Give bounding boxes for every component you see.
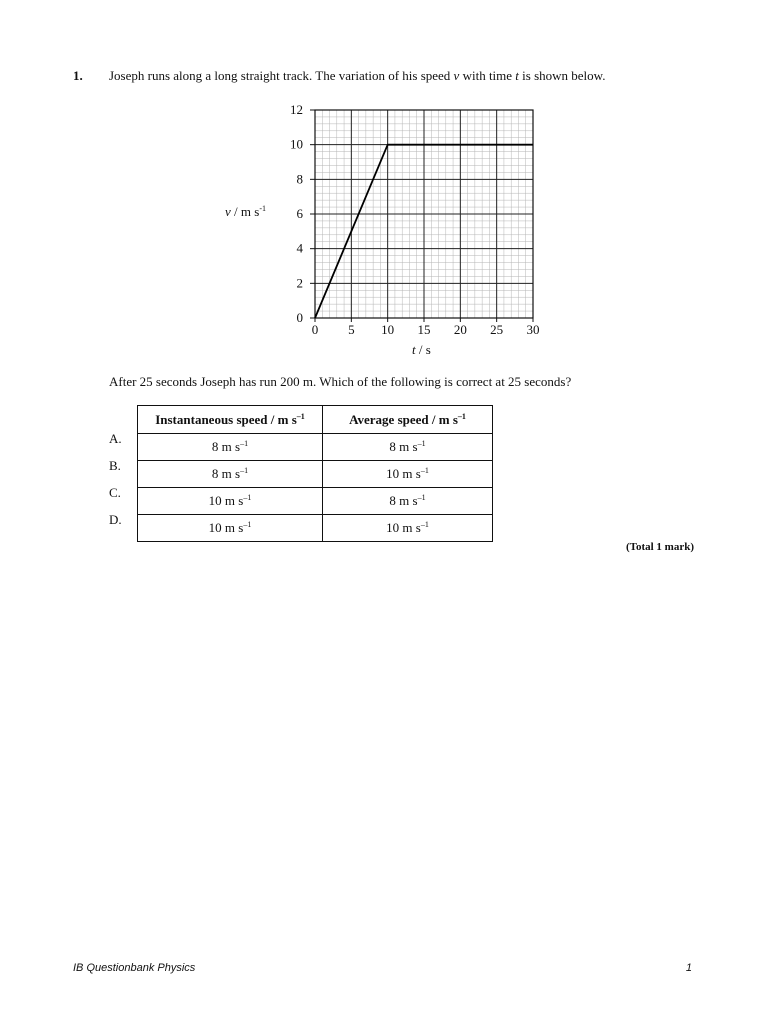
instantaneous-value: 10 bbox=[208, 520, 222, 535]
x-axis-unit: / s bbox=[418, 342, 431, 357]
symbol-v: v bbox=[453, 68, 460, 83]
average-value: 8 bbox=[389, 493, 396, 508]
option-letter: D. bbox=[109, 512, 122, 527]
header-average bbox=[323, 406, 493, 434]
unit: m s bbox=[402, 466, 421, 481]
unit: m s bbox=[399, 493, 418, 508]
unit-exponent: –1 bbox=[417, 493, 426, 502]
cell-instantaneous bbox=[138, 515, 323, 542]
question-number: 1. bbox=[73, 68, 83, 83]
cell-average bbox=[323, 434, 493, 461]
unit-exponent: –1 bbox=[240, 439, 249, 448]
header-instantaneous-text: Instantaneous speed / m s bbox=[155, 411, 297, 427]
stem-part-3: is shown below. bbox=[518, 68, 606, 83]
x-tick-label: 10 bbox=[381, 322, 395, 337]
cell-average bbox=[323, 488, 493, 515]
cell-instantaneous bbox=[138, 434, 323, 461]
unit: m s bbox=[221, 466, 241, 481]
question-prompt: After 25 seconds Joseph has run 200 m. Which of the following is correct at 25 seconds? bbox=[109, 374, 572, 389]
answer-table bbox=[137, 405, 493, 542]
answer-row bbox=[138, 515, 493, 542]
instantaneous-value: 8 bbox=[211, 439, 219, 454]
option-letter: C. bbox=[109, 485, 121, 500]
y-tick-label: 12 bbox=[290, 102, 303, 117]
x-tick-label: 25 bbox=[490, 322, 504, 337]
unit-exponent: –1 bbox=[243, 493, 252, 502]
footer-source: IB Questionbank Physics bbox=[73, 962, 196, 974]
answer-row bbox=[138, 488, 493, 515]
answer-table-header bbox=[138, 406, 493, 434]
answer-row bbox=[138, 461, 493, 488]
answer-row bbox=[138, 434, 493, 461]
y-axis-unit: / m s bbox=[234, 204, 260, 219]
y-tick-label: 2 bbox=[296, 275, 303, 291]
option-letter: B. bbox=[109, 458, 121, 473]
x-tick-label: 30 bbox=[526, 322, 540, 337]
cell-average bbox=[323, 515, 493, 542]
y-tick-label: 10 bbox=[290, 136, 303, 152]
y-tick-label: 6 bbox=[296, 206, 303, 221]
unit-exponent: –1 bbox=[420, 466, 429, 475]
x-tick-label: 15 bbox=[417, 322, 431, 337]
y-tick-label: 4 bbox=[296, 240, 303, 256]
x-tick-label: 0 bbox=[311, 322, 319, 337]
y-axis-label bbox=[225, 204, 266, 220]
unit: m s bbox=[402, 520, 421, 535]
stem-part-1: Joseph runs along a long straight track. The variation of his speed bbox=[109, 68, 454, 83]
y-tick-label: 8 bbox=[296, 171, 303, 187]
total-mark: (Total 1 mark) bbox=[625, 541, 694, 553]
y-axis-symbol: v bbox=[225, 204, 231, 219]
header-average-exp: –1 bbox=[457, 411, 466, 421]
x-axis-label bbox=[412, 342, 431, 358]
header-instantaneous-exp: –1 bbox=[296, 411, 305, 421]
unit-exponent: –1 bbox=[417, 439, 426, 448]
unit-exponent: –1 bbox=[240, 466, 249, 475]
average-value: 8 bbox=[389, 439, 396, 454]
x-axis-symbol: t bbox=[412, 342, 416, 357]
unit: m s bbox=[221, 439, 241, 454]
unit-exponent: –1 bbox=[243, 520, 252, 529]
symbol-t: t bbox=[515, 68, 519, 83]
x-tick-label: 5 bbox=[348, 322, 355, 337]
unit: m s bbox=[399, 439, 418, 454]
average-value: 10 bbox=[386, 520, 400, 535]
unit-exponent: –1 bbox=[420, 520, 429, 529]
cell-instantaneous bbox=[138, 488, 323, 515]
instantaneous-value: 10 bbox=[208, 493, 222, 508]
footer-page-number: 1 bbox=[685, 962, 692, 974]
x-tick-label: 20 bbox=[453, 322, 467, 337]
header-instantaneous bbox=[138, 406, 323, 434]
y-axis-unit-exponent: -1 bbox=[259, 204, 266, 213]
option-letter: A. bbox=[109, 431, 122, 446]
unit: m s bbox=[224, 520, 244, 535]
velocity-time-graph bbox=[0, 0, 768, 400]
instantaneous-value: 8 bbox=[211, 466, 219, 481]
stem-part-2: with time bbox=[459, 68, 516, 83]
average-value: 10 bbox=[386, 466, 400, 481]
header-average-text: Average speed / m s bbox=[349, 411, 458, 427]
unit: m s bbox=[224, 493, 244, 508]
cell-instantaneous bbox=[138, 461, 323, 488]
y-tick-label: 0 bbox=[296, 310, 303, 325]
cell-average bbox=[323, 461, 493, 488]
